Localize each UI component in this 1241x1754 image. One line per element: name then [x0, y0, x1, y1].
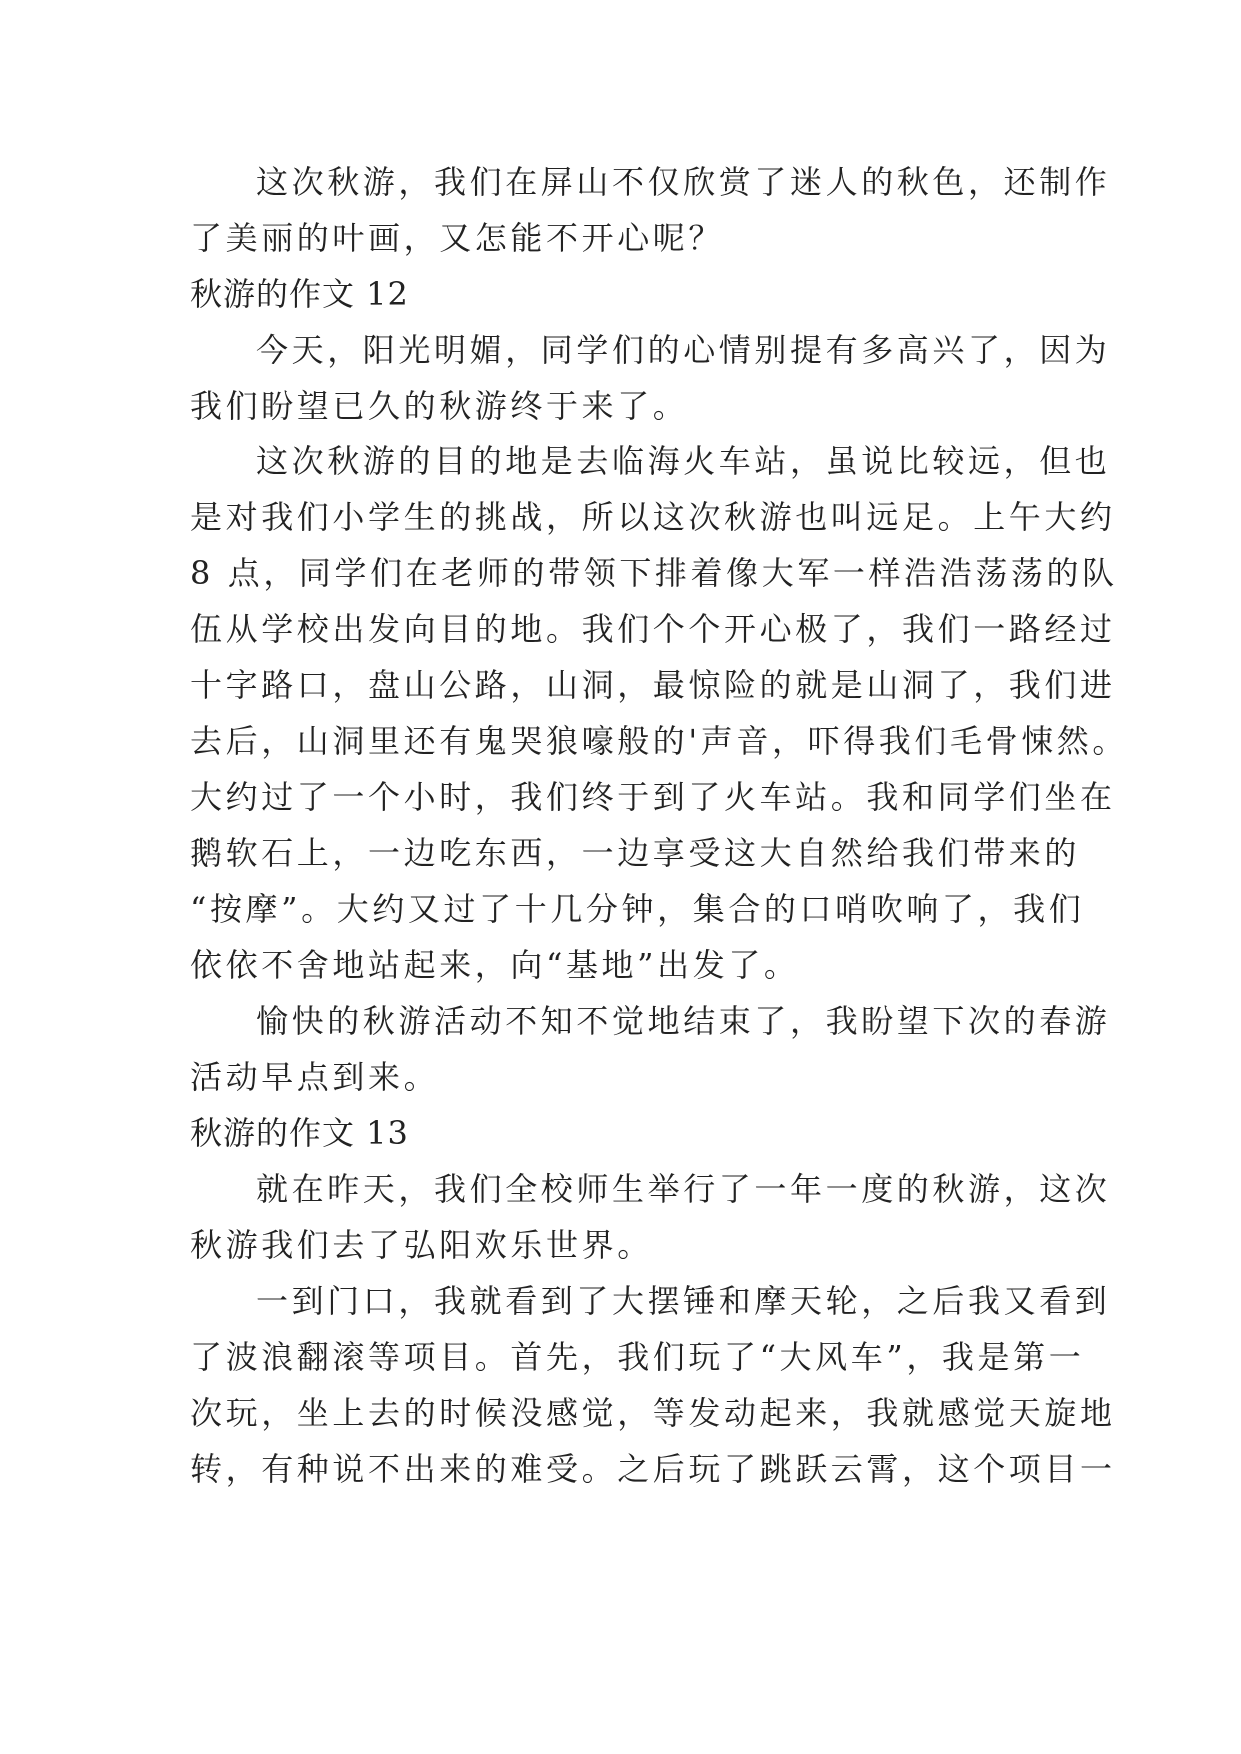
paragraph-line: 8 点，同学们在老师的带领下排着像大军一样浩浩荡荡的队 — [190, 554, 1118, 592]
paragraph-line: 去后，山洞里还有鬼哭狼嚎般的'声音，吓得我们毛骨悚然。 — [190, 722, 1128, 760]
paragraph-line: 依依不舍地站起来，向“基地”出发了。 — [190, 946, 800, 984]
paragraph-line: 今天，阳光明媚，同学们的心情别提有多高兴了，因为 — [256, 331, 1111, 369]
paragraph-line: 次玩，坐上去的时候没感觉，等发动起来，我就感觉天旋地 — [190, 1394, 1116, 1432]
paragraph-line: 一到门口，我就看到了大摆锤和摩天轮，之后我又看到 — [256, 1282, 1111, 1320]
paragraph-line: 大约过了一个小时，我们终于到了火车站。我和同学们坐在 — [190, 778, 1116, 816]
paragraph-line: 愉快的秋游活动不知不觉地结束了，我盼望下次的春游 — [256, 1002, 1111, 1040]
paragraph-line: 这次秋游，我们在屏山不仅欣赏了迷人的秋色，还制作 — [256, 163, 1111, 201]
paragraph-line: “按摩”。大约又过了十几分钟，集合的口哨吹响了，我们 — [190, 890, 1085, 928]
paragraph-line: 转，有种说不出来的难受。之后玩了跳跃云霄，这个项目一 — [190, 1450, 1116, 1488]
section-heading: 秋游的作文 12 — [190, 275, 409, 313]
paragraph-line: 我们盼望已久的秋游终于来了。 — [190, 387, 689, 425]
paragraph-line: 秋游我们去了弘阳欢乐世界。 — [190, 1226, 653, 1264]
paragraph-line: 鹅软石上，一边吃东西，一边享受这大自然给我们带来的 — [190, 834, 1081, 872]
paragraph-line: 伍从学校出发向目的地。我们个个开心极了，我们一路经过 — [190, 610, 1116, 648]
paragraph-line: 是对我们小学生的挑战，所以这次秋游也叫远足。上午大约 — [190, 498, 1116, 536]
paragraph-line: 这次秋游的目的地是去临海火车站，虽说比较远，但也 — [256, 442, 1111, 480]
paragraph-line: 了波浪翻滚等项目。首先，我们玩了“大风车”，我是第一 — [190, 1338, 1085, 1376]
section-heading: 秋游的作文 13 — [190, 1114, 409, 1152]
paragraph-line: 就在昨天，我们全校师生举行了一年一度的秋游，这次 — [256, 1170, 1111, 1208]
paragraph-line: 了美丽的叶画，又怎能不开心呢？ — [190, 219, 725, 257]
paragraph-line: 活动早点到来。 — [190, 1058, 440, 1096]
paragraph-line: 十字路口，盘山公路，山洞，最惊险的就是山洞了，我们进 — [190, 666, 1116, 704]
